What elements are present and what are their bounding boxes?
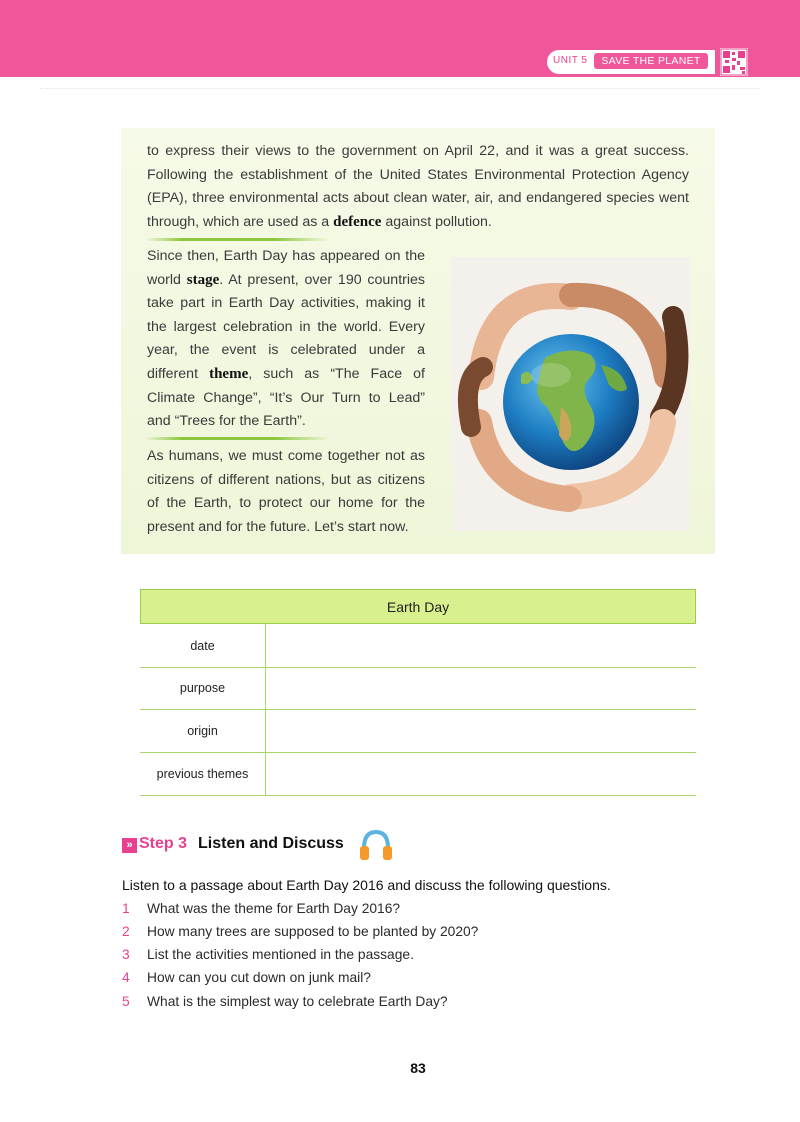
table-column-divider bbox=[265, 624, 266, 796]
headphones-icon[interactable] bbox=[358, 828, 394, 862]
keyword-defence: defence bbox=[333, 213, 382, 230]
qr-code-icon[interactable] bbox=[720, 48, 748, 76]
reading-paragraph-3: As humans, we must come together not as citizens of different nations, but as citizens of the Earth, to protect our home for the present and for the future. Let’s start now. bbox=[147, 448, 425, 535]
list-item: 1 What was the theme for Earth Day 2016? bbox=[122, 901, 401, 916]
green-divider bbox=[145, 238, 330, 241]
unit-label: UNIT 5 bbox=[553, 55, 588, 66]
table-row bbox=[140, 754, 696, 796]
reading-paragraph-2: Since then, Earth Day has appeared on the world stage. At present, over 190 countries take part in Earth Day activities, making it the largest celebration in the world. Every year, the event is celebrated under a different theme, such as “The Face of Climate Change”, “It’s Our Turn to Lead” and “Trees for the Earth”. bbox=[147, 248, 425, 430]
table-row bbox=[140, 626, 696, 668]
keyword-theme: theme bbox=[209, 365, 249, 382]
keyword-stage: stage bbox=[186, 271, 220, 288]
list-item: 2 How many trees are supposed to be planted by 2020? bbox=[122, 924, 479, 939]
row-label-purpose: purpose bbox=[179, 681, 226, 695]
reading-paragraph-1: to express their views to the government on April 22, and it was a great success. Following the establishment of the United States Environmental Protection Agency (EPA), three environmental acts about clean water, air, and endangered species went through, which are used as a defence against pollution. bbox=[147, 143, 689, 230]
unit-title: SAVE THE PLANET bbox=[594, 53, 708, 69]
page-number: 83 bbox=[410, 1060, 426, 1076]
list-item: 3 List the activities mentioned in the passage. bbox=[122, 947, 414, 962]
row-label-origin: origin bbox=[187, 724, 218, 738]
step-title: Listen and Discuss bbox=[198, 835, 344, 852]
double-chevron-icon: » bbox=[122, 838, 137, 853]
table-row bbox=[140, 711, 696, 753]
list-item: 5 What is the simplest way to celebrate Earth Day? bbox=[122, 994, 448, 1009]
header-divider bbox=[40, 88, 760, 89]
row-label-previous-themes: previous themes bbox=[156, 767, 249, 781]
step-instruction: Listen to a passage about Earth Day 2016 and discuss the following questions. bbox=[122, 877, 611, 893]
table-row bbox=[140, 668, 696, 710]
list-item: 4 How can you cut down on junk mail? bbox=[122, 970, 371, 985]
step-label: Step 3 bbox=[139, 835, 188, 852]
row-label-date: date bbox=[190, 639, 215, 653]
green-divider bbox=[145, 437, 330, 440]
hands-globe-photo bbox=[451, 257, 690, 531]
table-title: Earth Day bbox=[140, 589, 696, 624]
